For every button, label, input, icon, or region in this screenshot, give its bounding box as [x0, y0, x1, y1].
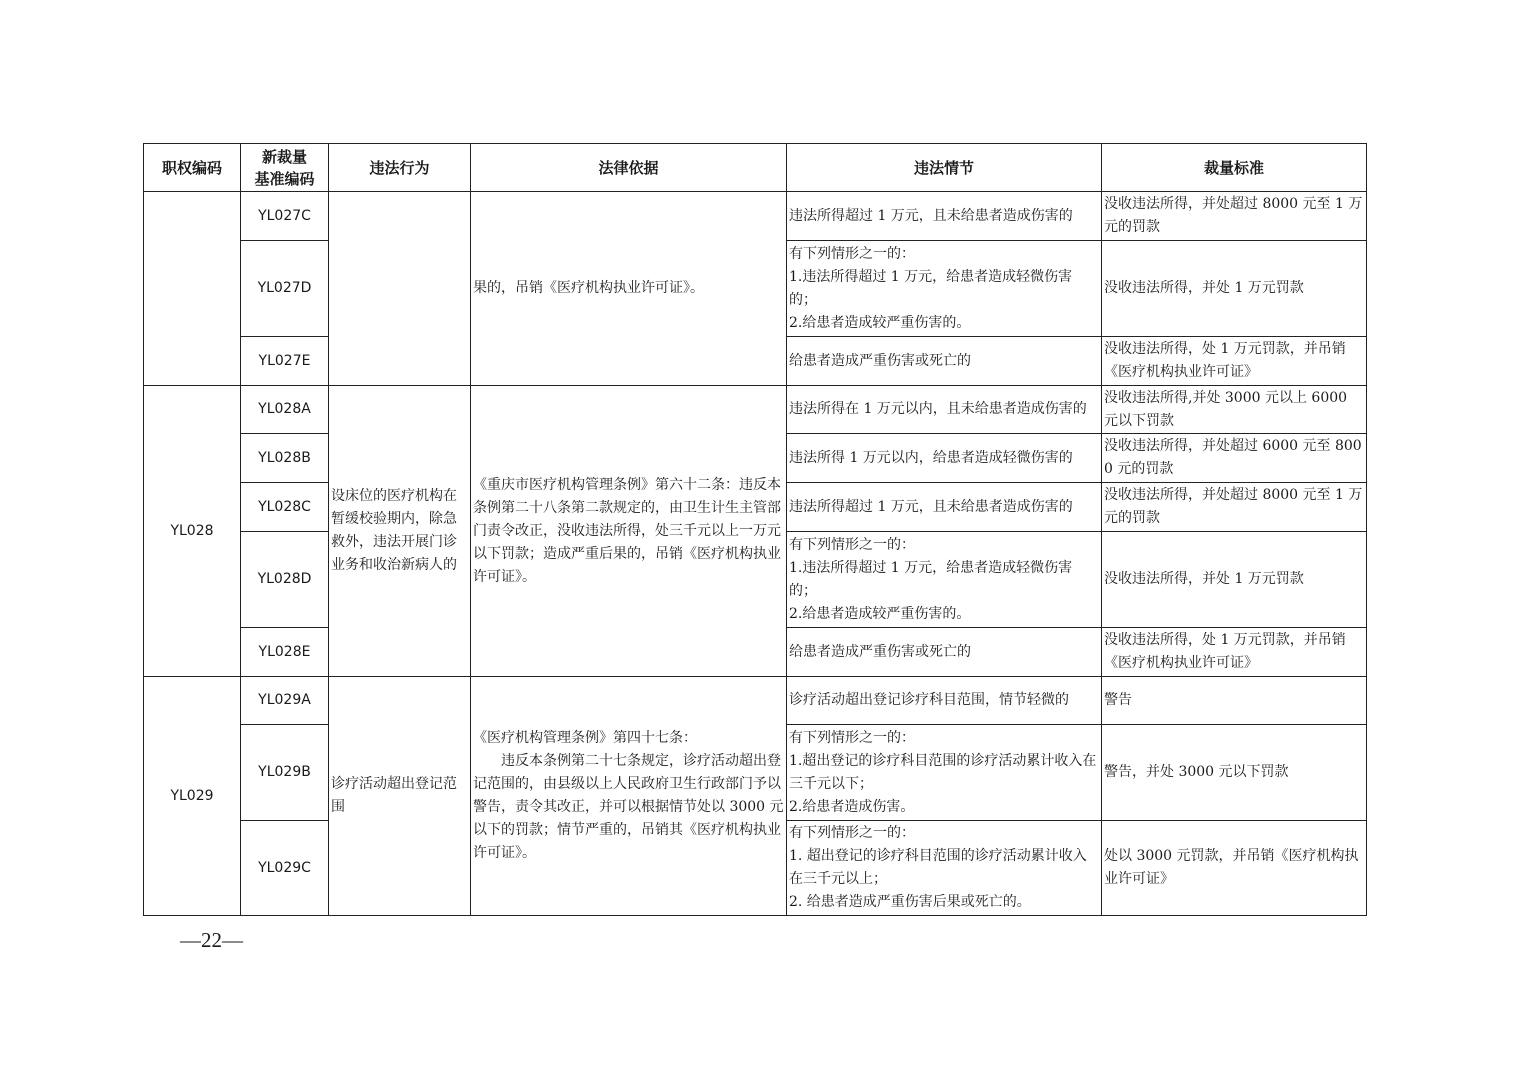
header-circumstances: 违法情节 [787, 144, 1102, 192]
circumstance-cell: 有下列情形之一的： 1.违法所得超过 1 万元，给患者造成轻微伤害的； 2.给患者造成较严重伤害的。 [787, 241, 1102, 337]
header-authority-code: 职权编码 [144, 144, 241, 192]
sub-code-cell: YL027E [241, 337, 329, 386]
authority-code-cell [144, 192, 241, 386]
standard-cell: 没收违法所得，并处超过 8000 元至 1 万元的罚款 [1102, 483, 1367, 532]
penalty-standard-table [143, 143, 1367, 916]
circumstance-cell: 诊疗活动超出登记诊疗科目范围，情节轻微的 [787, 677, 1102, 725]
table-row [144, 386, 1367, 434]
circumstance-cell: 违法所得超过 1 万元，且未给患者造成伤害的 [787, 483, 1102, 532]
circumstance-cell: 违法所得超过 1 万元，且未给患者造成伤害的 [787, 192, 1102, 241]
sub-code-cell: YL028A [241, 386, 329, 434]
sub-code-cell: YL028D [241, 532, 329, 628]
circumstance-cell: 违法所得在 1 万元以内，且未给患者造成伤害的 [787, 386, 1102, 434]
standard-cell: 警告 [1102, 677, 1367, 725]
standard-cell: 没收违法所得，处 1 万元罚款，并吊销《医疗机构执业许可证》 [1102, 628, 1367, 677]
standard-cell: 没收违法所得,并处 3000 元以上 6000 元以下罚款 [1102, 386, 1367, 434]
circumstance-cell: 给患者造成严重伤害或死亡的 [787, 628, 1102, 677]
standard-cell: 没收违法所得，处 1 万元罚款，并吊销《医疗机构执业许可证》 [1102, 337, 1367, 386]
header-new-standard-code: 新裁量 基准编码 [241, 144, 329, 192]
legal-basis-cell: 《医疗机构管理条例》第四十七条： 违反本条例第二十七条规定，诊疗活动超出登记范围的，由县级以上人民政府卫生行政部门予以警告，责令其改正，并可以根据情节处以 3000 元以下的罚款；情节严重的，吊销其《医疗机构执业许可证》。 [471, 677, 787, 916]
standard-cell: 没收违法所得，并处超过 6000 元至 8000 元的罚款 [1102, 434, 1367, 483]
legal-basis-cell: 《重庆市医疗机构管理条例》第六十二条：违反本条例第二十八条第二款规定的，由卫生计生主管部门责令改正，没收违法所得，处三千元以上一万元以下罚款；造成严重后果的，吊销《医疗机构执业许可证》。 [471, 386, 787, 677]
sub-code-cell: YL029C [241, 821, 329, 916]
authority-code-cell: YL028 [144, 386, 241, 677]
circumstance-cell: 有下列情形之一的： 1.超出登记的诊疗科目范围的诊疗活动累计收入在三千元以下； 2.给患者造成伤害。 [787, 725, 1102, 821]
legal-basis-cell: 果的，吊销《医疗机构执业许可证》。 [471, 192, 787, 386]
sub-code-cell: YL029A [241, 677, 329, 725]
sub-code-cell: YL028B [241, 434, 329, 483]
circumstance-cell: 有下列情形之一的： 1. 超出登记的诊疗科目范围的诊疗活动累计收入在三千元以上； 2. 给患者造成严重伤害后果或死亡的。 [787, 821, 1102, 916]
circumstance-cell: 有下列情形之一的： 1.违法所得超过 1 万元，给患者造成轻微伤害的； 2.给患者造成较严重伤害的。 [787, 532, 1102, 628]
sub-code-cell: YL027D [241, 241, 329, 337]
table-row [144, 677, 1367, 725]
table-row [144, 192, 1367, 241]
circumstance-cell: 给患者造成严重伤害或死亡的 [787, 337, 1102, 386]
sub-code-cell: YL029B [241, 725, 329, 821]
header-row [144, 144, 1367, 192]
circumstance-cell: 违法所得 1 万元以内，给患者造成轻微伤害的 [787, 434, 1102, 483]
standard-cell: 处以 3000 元罚款，并吊销《医疗机构执业许可证》 [1102, 821, 1367, 916]
standard-cell: 没收违法所得，并处 1 万元罚款 [1102, 532, 1367, 628]
header-legal-basis: 法律依据 [471, 144, 787, 192]
standard-cell: 警告，并处 3000 元以下罚款 [1102, 725, 1367, 821]
header-standard: 裁量标准 [1102, 144, 1367, 192]
sub-code-cell: YL027C [241, 192, 329, 241]
sub-code-cell: YL028C [241, 483, 329, 532]
violation-cell [329, 192, 471, 386]
violation-cell: 诊疗活动超出登记范围 [329, 677, 471, 916]
sub-code-cell: YL028E [241, 628, 329, 677]
standard-cell: 没收违法所得，并处超过 8000 元至 1 万元的罚款 [1102, 192, 1367, 241]
violation-cell: 设床位的医疗机构在暂缓校验期内，除急救外，违法开展门诊业务和收治新病人的 [329, 386, 471, 677]
standard-cell: 没收违法所得，并处 1 万元罚款 [1102, 241, 1367, 337]
page-number: —22— [180, 928, 243, 952]
header-violation: 违法行为 [329, 144, 471, 192]
authority-code-cell: YL029 [144, 677, 241, 916]
